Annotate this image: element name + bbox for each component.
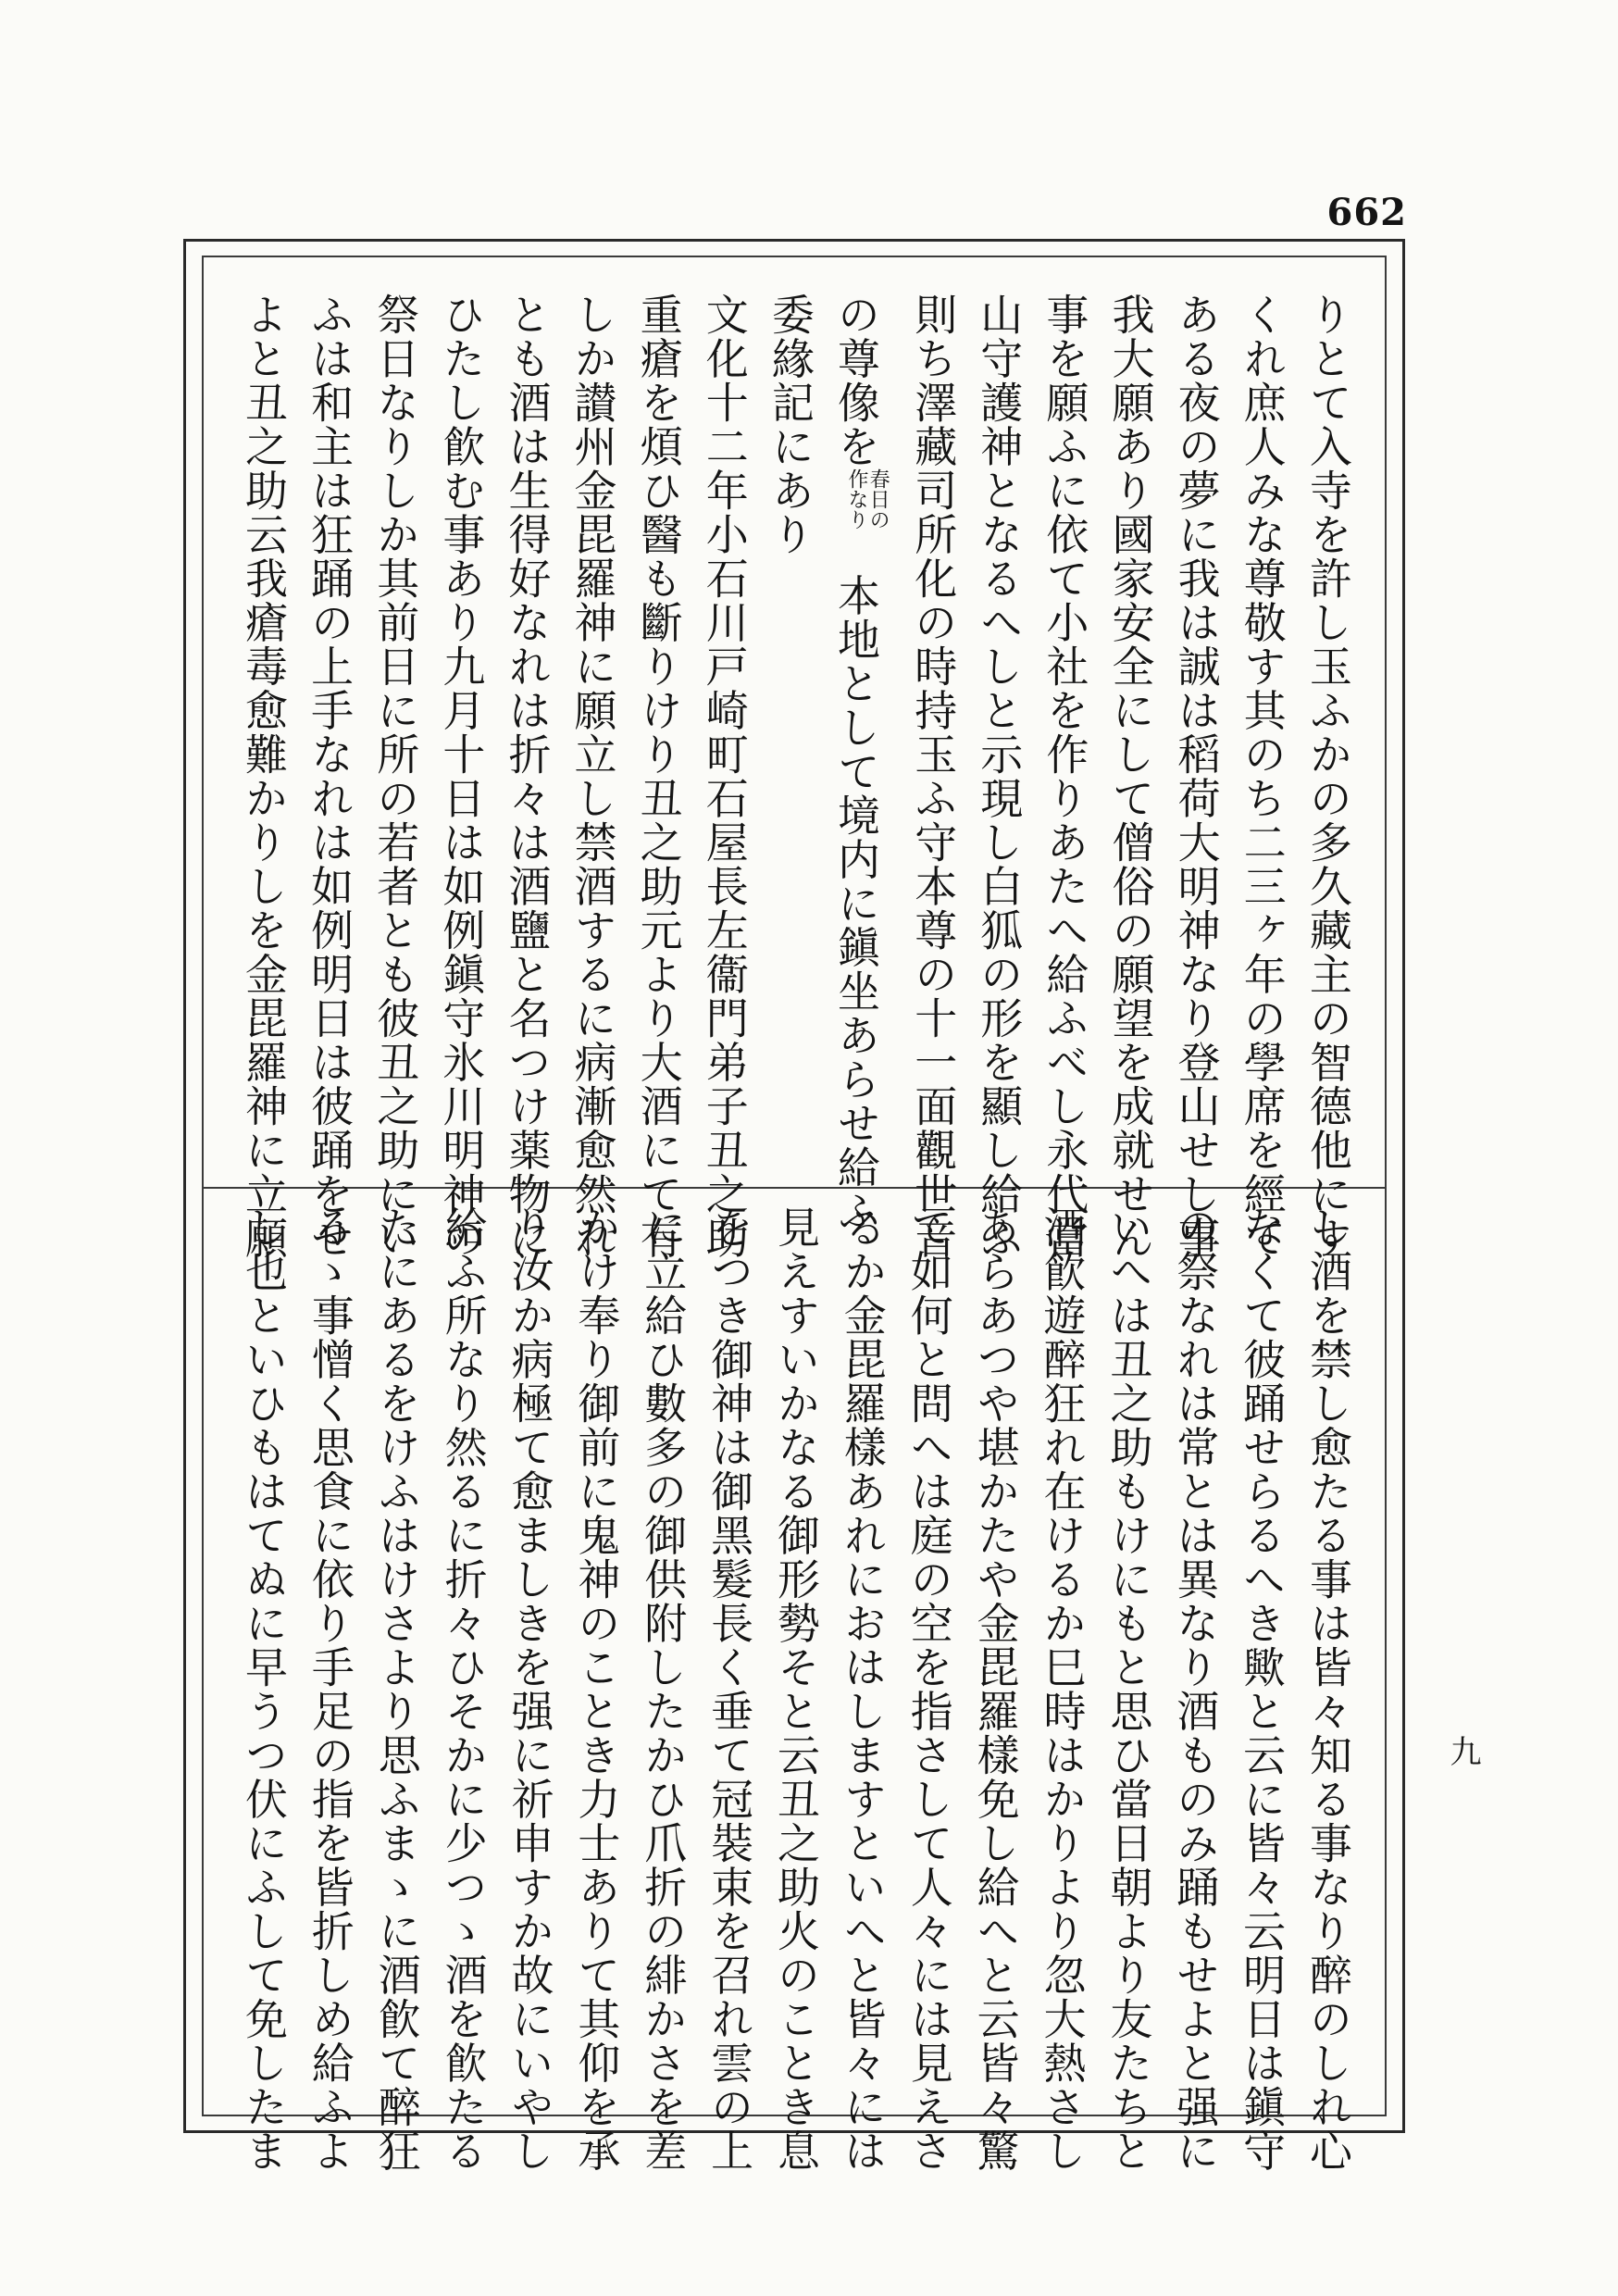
page-number: 662 [1326, 191, 1407, 234]
text-column: ある夜の夢に我は誠は稻荷大明神なり登山せし事 [1171, 293, 1222, 1260]
top-text-block [239, 293, 1353, 1260]
inline-note [846, 468, 889, 530]
text-column: くれ庶人みな尊敬す其のち二三ヶ年の學席を經て [1237, 293, 1288, 1260]
text-column: ふは和主は狂踊の上手なれは如例明日は彼踊をせ [305, 293, 355, 1260]
text-column: 山守護神となるへしと示現し白狐の形を顯し給ふ [974, 293, 1025, 1260]
inline-note-line: 春日の [866, 468, 890, 530]
margin-page-mark: 九 [1444, 1735, 1481, 1766]
text-column: とも酒は生得好なれは折々は酒鹽と名つけ薬物に [502, 293, 553, 1260]
text-column: の祭なれは常とは異なり酒ものみ踊もせよと强に [1170, 1205, 1221, 2173]
text-column: たにあるをけふはけさより思ふまゝに酒飮て醉狂 [371, 1205, 422, 2173]
text-column: よと丑之助云我瘡毒愈難かりしを金毘羅神に立願 [239, 293, 289, 1260]
text-column-with-note [830, 293, 890, 1233]
text-column: 文化十二年小石川戸崎町石屋長左衞門弟子丑之助 [699, 293, 750, 1260]
text-column: 委緣記にあり [765, 293, 815, 556]
text-column: りとて入寺を許し玉ふかの多久藏主の智德他にす [1302, 293, 1353, 1260]
text-column: なくて彼踊せらるへき歟と云に皆々云明日は鎭守 [1237, 1205, 1288, 2173]
text-column: 祭日なりしか其前日に所の若者とも彼丑之助にい [370, 293, 421, 1260]
text-column: 事を願ふに依て小社を作りあたへ給ふべし永代當 [1039, 293, 1090, 1260]
inline-note-line: 作なり [844, 468, 868, 530]
text-column: し也といひもはてぬに早うつ伏にふして免したま [239, 1205, 289, 2173]
text-column: いへは丑之助もけにもと思ひ當日朝より友たちと [1103, 1205, 1154, 2173]
text-column: をつき御神は御黑髮長く垂て冠裝束を召れ雲の上 [704, 1205, 755, 2173]
text-column: 重瘡を煩ひ醫も斷りけり丑之助元より大酒にて有 [633, 293, 684, 1260]
text-column: て如何と問へは庭の空を指さして人々には見えさ [903, 1205, 954, 2173]
text-column: あらあつや堪かたや金毘羅樣免し給へと云皆々驚 [970, 1205, 1021, 2173]
text-column: 給ふ所なり然るに折々ひそかに少つゝ酒を飮たる [438, 1205, 489, 2173]
text-column: るか金毘羅樣あれにおはしますといへと皆々には [837, 1205, 888, 2173]
text-column: ひたし飮む事あり九月十日は如例鎭守氷川明神の [436, 293, 487, 1260]
text-column: 則ち澤藏司所化の時持玉ふ守本尊の十一面觀世音 [908, 293, 959, 1260]
text-column: るゝ事憎く思食に依り手足の指を皆折しめ給ふよ [305, 1205, 355, 2173]
text-column: 酒飮遊醉狂れ在けるか巳時はかりより忽大熱さし [1037, 1205, 1088, 2173]
text-column: り汝か病極て愈ましきを强に祈申すか故にいやし [504, 1205, 555, 2173]
text-column: し酒を禁し愈たる事は皆々知る事なり醉のしれ心 [1303, 1205, 1353, 2173]
column-tail: 本地として境内に鎭坐あらせ給ふ [830, 573, 881, 1233]
text-column: しか讃州金毘羅神に願立し禁酒するに病漸愈然れ [567, 293, 618, 1260]
text-column: 見えすいかなる御形勢そと云丑之助火のことき息 [771, 1205, 821, 2173]
text-column: 我大願あり國家安全にして僧俗の願望を成就せん [1105, 293, 1156, 1260]
bottom-text-block [239, 1205, 1353, 2173]
text-column: かけ奉り御前に鬼神のことき力士ありて其仰を承 [571, 1205, 622, 2173]
column-head: の尊像を [830, 293, 881, 468]
text-column: に立給ひ數多の御供附したかひ爪折の緋かさを差 [638, 1205, 689, 2173]
